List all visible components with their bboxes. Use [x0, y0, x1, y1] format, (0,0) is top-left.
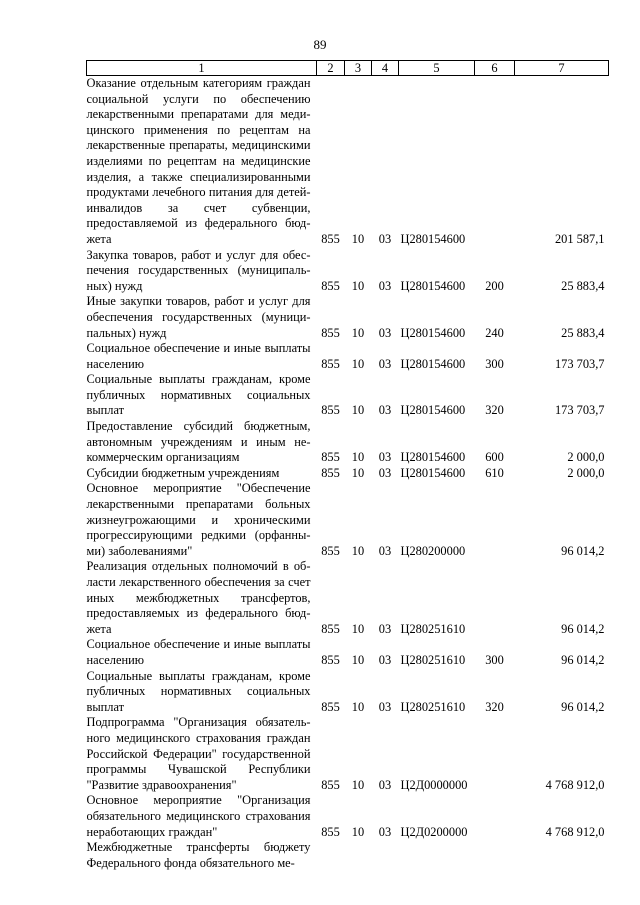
row-expense-type-code: 320 [485, 403, 504, 418]
row-expense-type-code: 300 [485, 652, 504, 667]
row-subsection-code: 03 [378, 699, 392, 714]
header-row [87, 61, 609, 76]
row-expense-type-code: 200 [485, 278, 504, 293]
table-row [87, 481, 609, 559]
row-target-article-code: Ц280154600 [400, 450, 466, 465]
row-section-code: 10 [351, 621, 365, 636]
row-target-article-code: Ц280251610 [400, 652, 466, 667]
row-subsection-code: 03 [378, 278, 392, 293]
row-subsection-code: 03 [378, 543, 392, 558]
row-amount: 25 883,4 [561, 278, 605, 293]
row-target-article-code: Ц280154600 [400, 278, 466, 293]
row-grbs-code [317, 840, 345, 871]
row-section-code: 10 [351, 450, 365, 465]
row-target-article-code: Ц280154600 [400, 465, 466, 480]
table-row [87, 559, 609, 637]
row-expense-type-code [475, 793, 515, 840]
row-amount: 4 768 912,0 [545, 824, 605, 839]
row-grbs-code: 855 [321, 652, 340, 667]
row-section-code: 10 [351, 325, 365, 340]
column-header: 5 [399, 61, 475, 76]
table-row [87, 466, 609, 482]
page-number: 89 [313, 37, 327, 52]
row-grbs-code: 855 [321, 777, 340, 792]
row-subsection-code: 03 [378, 824, 392, 839]
row-target-article-code [399, 840, 475, 871]
column-header: 2 [317, 61, 345, 76]
row-target-article-code: Ц280154600 [400, 356, 466, 371]
column-header: 3 [345, 61, 372, 76]
row-subsection-code: 03 [378, 621, 392, 636]
row-expense-type-code [475, 715, 515, 793]
row-expense-type-code: 320 [485, 699, 504, 714]
row-target-article-code: Ц280154600 [400, 403, 466, 418]
row-grbs-code: 855 [321, 450, 340, 465]
row-section-code: 10 [351, 465, 365, 480]
row-target-article-code: Ц2Д0200000 [400, 824, 468, 839]
column-header: 7 [515, 61, 609, 76]
row-grbs-code: 855 [321, 621, 340, 636]
table-row [87, 419, 609, 466]
row-subsection-code: 03 [378, 356, 392, 371]
row-name: Межбюджетные трансферты бюджету Федерального фонда обязательного ме- [86, 840, 311, 870]
row-amount: 173 703,7 [554, 356, 605, 371]
row-expense-type-code [475, 840, 515, 871]
row-amount: 173 703,7 [554, 403, 605, 418]
row-section-code: 10 [351, 543, 365, 558]
table-header [87, 61, 609, 76]
row-section-code: 10 [351, 231, 365, 246]
row-name: Реализация отдельных полномочий в области лекарственного обеспечения за счет иных межбюджетных трансфертов, предоставляемых из федерального бюджета [86, 559, 311, 636]
row-name: Основное мероприятие "Обеспечение лекарственными препаратами больных жизнеугрожающими и хроническими прогрессирующими редкими (орфанными) заболеваниями" [86, 481, 311, 558]
row-name: Предоставление субсидий бюджетным, автономным учреждениям и иным некоммерческим организациям [86, 419, 311, 465]
table-row [87, 294, 609, 341]
row-grbs-code: 855 [321, 824, 340, 839]
row-section-code: 10 [351, 278, 365, 293]
row-name: Оказание отдельным категориям граждан социальной услуги по обеспечению лекарственными препаратами для медицинского применения по рецептам на лекарственные препараты, медицинскими изделиями по рецептам на медицинские изделия, а также специализированными продуктами лечебного питания для детей-инвалидов за счет субвенции, предоставляемой из федерального бюджета [86, 76, 311, 246]
table-row [87, 341, 609, 372]
row-grbs-code: 855 [321, 278, 340, 293]
column-header: 6 [475, 61, 515, 76]
row-grbs-code: 855 [321, 465, 340, 480]
row-section-code: 10 [351, 824, 365, 839]
row-name: Закупка товаров, работ и услуг для обеспечения государственных (муниципальных) нужд [86, 247, 311, 293]
row-grbs-code: 855 [321, 543, 340, 558]
table-row [87, 715, 609, 793]
table-row [87, 793, 609, 840]
row-grbs-code: 855 [321, 356, 340, 371]
row-name: Подпрограмма "Организация обязательного медицинского страхования граждан Российской Федерации" государственной программы Чувашской Республики "Развитие здравоохранения" [86, 715, 311, 792]
row-expense-type-code [475, 481, 515, 559]
row-target-article-code: Ц280200000 [400, 543, 466, 558]
row-expense-type-code: 300 [485, 356, 504, 371]
row-name: Субсидии бюджетным учреждениям [86, 465, 280, 480]
row-section-code: 10 [351, 777, 365, 792]
row-expense-type-code: 610 [485, 465, 504, 480]
row-target-article-code: Ц2Д0000000 [400, 777, 468, 792]
table-row [87, 76, 609, 248]
row-grbs-code: 855 [321, 325, 340, 340]
table-row [87, 669, 609, 716]
row-section-code: 10 [351, 403, 365, 418]
row-section-code: 10 [351, 699, 365, 714]
row-subsection-code: 03 [378, 325, 392, 340]
row-subsection-code: 03 [378, 652, 392, 667]
row-expense-type-code: 600 [485, 450, 504, 465]
row-section-code: 10 [351, 356, 365, 371]
row-amount [515, 840, 609, 871]
row-amount: 201 587,1 [554, 231, 605, 246]
row-amount: 96 014,2 [561, 543, 605, 558]
row-expense-type-code: 240 [485, 325, 504, 340]
row-name: Социальные выплаты гражданам, кроме публичных нормативных социальных выплат [86, 372, 311, 418]
row-expense-type-code [475, 559, 515, 637]
row-amount: 4 768 912,0 [545, 777, 605, 792]
row-amount: 2 000,0 [567, 450, 605, 465]
table-row [87, 372, 609, 419]
row-subsection-code: 03 [378, 231, 392, 246]
row-name: Социальное обеспечение и иные выплаты населению [86, 637, 311, 667]
row-expense-type-code [475, 76, 515, 248]
row-grbs-code: 855 [321, 403, 340, 418]
row-name: Социальные выплаты гражданам, кроме публичных нормативных социальных выплат [86, 668, 311, 714]
row-target-article-code: Ц280251610 [400, 699, 466, 714]
row-name: Основное мероприятие "Организация обязательного медицинского страхования неработающих граждан" [86, 793, 311, 839]
row-subsection-code: 03 [378, 450, 392, 465]
row-subsection-code: 03 [378, 465, 392, 480]
row-target-article-code: Ц280251610 [400, 621, 466, 636]
budget-table [86, 60, 609, 871]
table-row [87, 637, 609, 668]
row-amount: 96 014,2 [561, 652, 605, 667]
row-subsection-code: 03 [378, 777, 392, 792]
row-amount: 96 014,2 [561, 621, 605, 636]
table-body [87, 76, 609, 872]
row-target-article-code: Ц280154600 [400, 325, 466, 340]
row-target-article-code: Ц280154600 [400, 231, 466, 246]
row-subsection-code: 03 [378, 403, 392, 418]
row-name: Иные закупки товаров, работ и услуг для обеспечения государственных (муниципальных) нужд [86, 294, 311, 340]
row-amount: 25 883,4 [561, 325, 605, 340]
row-section-code [345, 840, 372, 871]
column-header: 1 [87, 61, 317, 76]
row-section-code: 10 [351, 652, 365, 667]
table-row [87, 248, 609, 295]
row-grbs-code: 855 [321, 231, 340, 246]
table-row [87, 840, 609, 871]
column-header: 4 [372, 61, 399, 76]
row-grbs-code: 855 [321, 699, 340, 714]
row-subsection-code [372, 840, 399, 871]
row-amount: 2 000,0 [567, 465, 605, 480]
row-name: Социальное обеспечение и иные выплаты населению [86, 341, 311, 371]
row-amount: 96 014,2 [561, 699, 605, 714]
